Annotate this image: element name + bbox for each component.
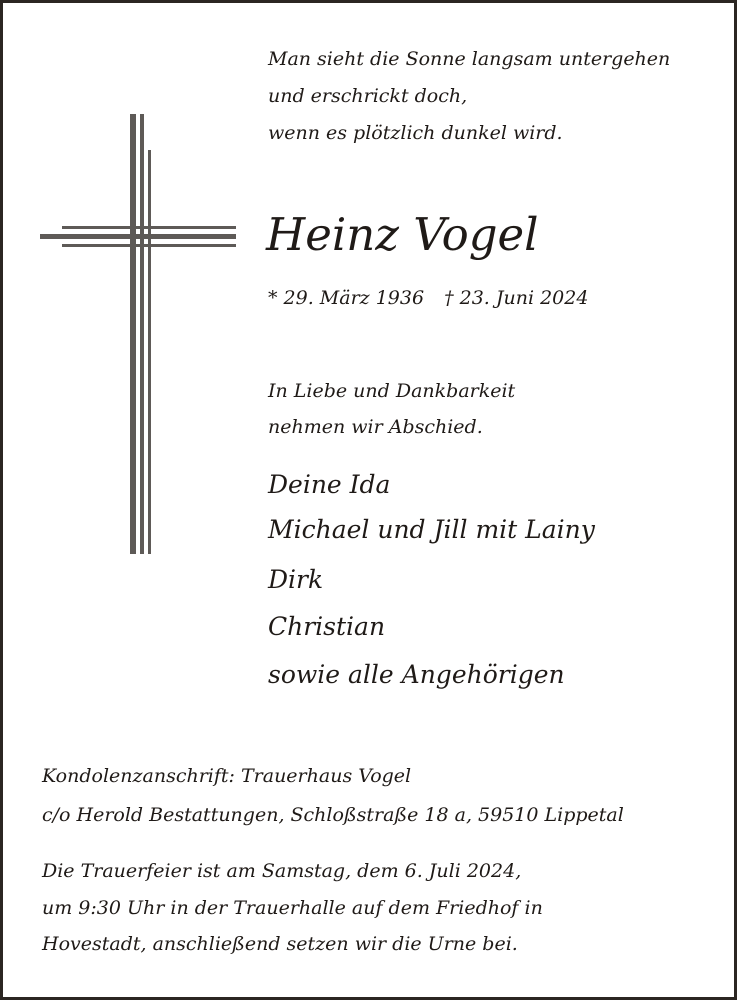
deceased-name: Heinz Vogel (266, 208, 539, 261)
condolence-line-2: c/o Herold Bestattungen, Schloßstraße 18 a, 59510 Lippetal (42, 804, 624, 826)
death-date: † 23. Juni 2024 (444, 287, 589, 309)
condolence-line-1: Kondolenzanschrift: Trauerhaus Vogel (42, 765, 412, 787)
service-line-3: Hovestadt, anschließend setzen wir die Urne bei. (42, 933, 518, 955)
birth-date: * 29. März 1936 (268, 287, 425, 309)
family-member-1: Deine Ida (268, 470, 391, 499)
family-member-4: Christian (268, 612, 386, 641)
family-member-3: Dirk (268, 565, 324, 594)
poem-line-2: und erschrickt doch, (268, 85, 468, 107)
farewell-line-2: nehmen wir Abschied. (268, 416, 483, 438)
service-line-2: um 9:30 Uhr in der Trauerhalle auf dem Friedhof in (42, 897, 543, 919)
farewell-line-1: In Liebe und Dankbarkeit (268, 380, 516, 402)
family-member-2: Michael und Jill mit Lainy (268, 515, 595, 544)
service-line-1: Die Trauerfeier ist am Samstag, dem 6. Juli 2024, (42, 860, 522, 882)
poem-line-1: Man sieht die Sonne langsam untergehen (268, 48, 671, 70)
life-dates (268, 287, 588, 309)
poem-line-3: wenn es plötzlich dunkel wird. (268, 122, 563, 144)
latin-cross-icon (40, 114, 236, 554)
family-member-5: sowie alle Angehörigen (268, 660, 565, 689)
